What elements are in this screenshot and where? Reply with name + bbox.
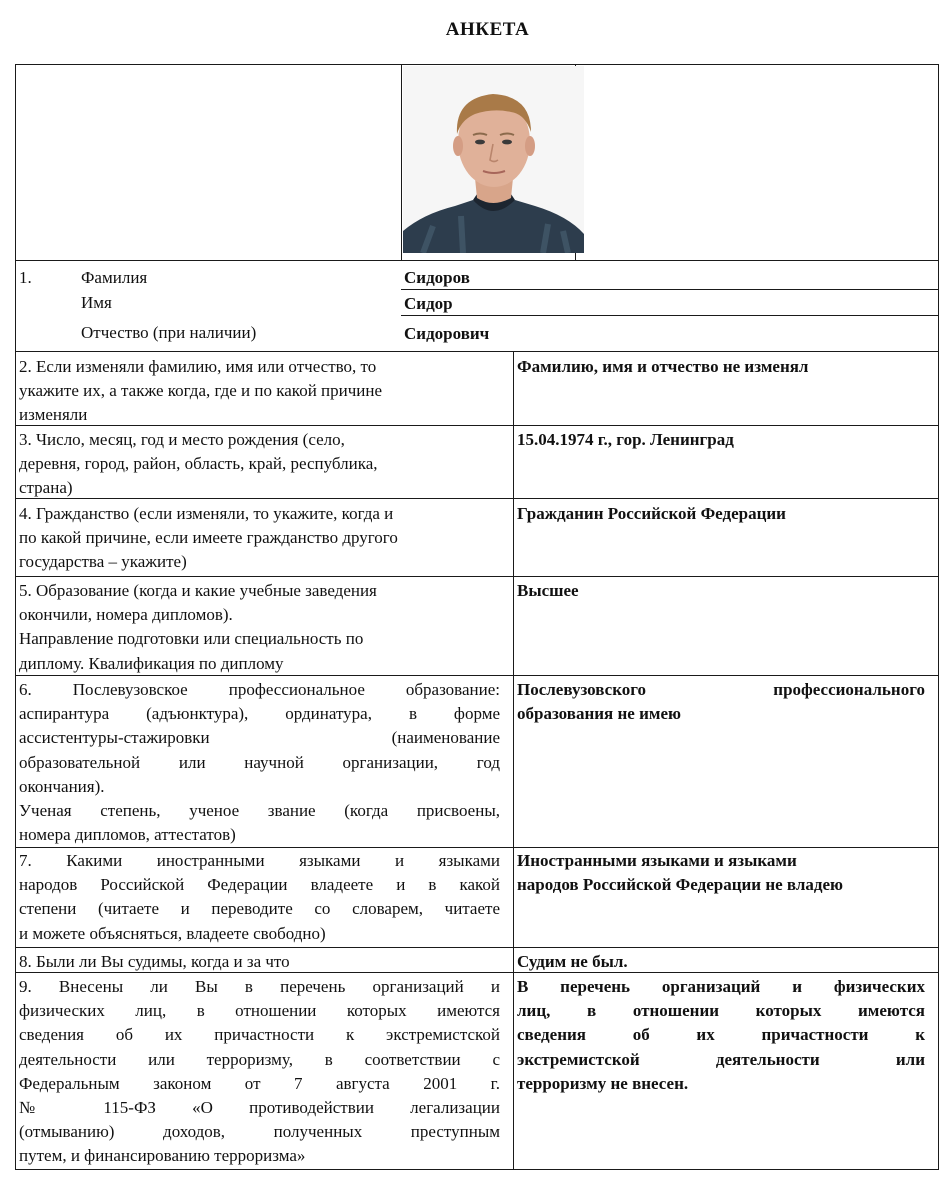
- answer-line: Послевузовского профессионального: [517, 680, 925, 699]
- answer-7: [517, 849, 925, 897]
- applicant-photo: [403, 66, 584, 253]
- question-line: Направление подготовки или специальность по: [19, 629, 364, 649]
- question-line: 6. Послевузовское профессиональное образование:: [19, 680, 500, 699]
- person-portrait-image: [403, 66, 584, 253]
- answer-3: [517, 428, 925, 452]
- answer-line: Высшее: [517, 581, 579, 600]
- question-line: по какой причине, если имеете гражданство другого: [19, 528, 398, 548]
- answer-line: сведения об их причастности к: [517, 1025, 925, 1045]
- question-3: [19, 428, 500, 501]
- answer-line: 15.04.1974 г., гор. Ленинград: [517, 430, 734, 449]
- page-title: АНКЕТА: [445, 19, 530, 40]
- answer-line: Фамилию, имя и отчество не изменял: [517, 357, 809, 376]
- question-line: укажите их, а также когда, где и по какой причине: [19, 381, 383, 401]
- question-line: номера дипломов, аттестатов): [19, 825, 236, 845]
- question-2: [19, 355, 500, 428]
- question-line: путем, и финансированию терроризма»: [19, 1146, 306, 1166]
- name-value: Сидор: [404, 294, 453, 313]
- patronymic-label: Отчество (при наличии): [81, 323, 257, 342]
- section1-number: 1.: [19, 268, 32, 287]
- question-line: и можете объясняться, владеете свободно): [19, 923, 326, 943]
- question-line: народов Российской Федерации владеете и в какой: [19, 875, 500, 895]
- answer-line: Иностранными языками и языками: [517, 851, 797, 870]
- question-line: 5. Образование (когда и какие учебные заведения: [19, 581, 377, 600]
- question-line: 2. Если изменяли фамилию, имя или отчество, то: [19, 357, 377, 376]
- answer-line: образования не имею: [517, 704, 681, 724]
- row-divider: [15, 947, 939, 948]
- question-5: [19, 579, 500, 676]
- row-divider: [15, 351, 939, 352]
- question-line: 3. Число, месяц, год и место рождения (село,: [19, 430, 345, 449]
- name-label: Имя: [81, 293, 112, 312]
- question-line: образовательной или научной организации, год: [19, 752, 500, 772]
- question-line: Федеральным законом от 7 августа 2001 г.: [19, 1073, 500, 1093]
- question-line: окончили, номера дипломов).: [19, 605, 233, 625]
- answer-line: экстремистской деятельности или: [517, 1049, 925, 1069]
- question-line: окончания).: [19, 776, 105, 796]
- name-underline: [401, 315, 939, 316]
- question-line: ассистентуры-стажировки (наименование: [19, 728, 500, 748]
- patronymic-value: Сидорович: [404, 324, 490, 343]
- question-line: 7. Какими иностранными языками и языками: [19, 851, 500, 870]
- surname-underline: [401, 289, 939, 290]
- surname-label: Фамилия: [81, 268, 148, 287]
- surname-value: Сидоров: [404, 268, 470, 287]
- question-line: деятельности или терроризму, в соответствии с: [19, 1049, 500, 1069]
- question-line: государства – укажите): [19, 552, 187, 572]
- question-line: степени (читаете и переводите со словарем, читаете: [19, 899, 500, 919]
- answer-line: Судим не был.: [517, 952, 628, 971]
- answer-line: Гражданин Российской Федерации: [517, 504, 786, 523]
- question-line: 9. Внесены ли Вы в перечень организаций и: [19, 977, 500, 996]
- question-line: физических лиц, в отношении которых имеются: [19, 1001, 500, 1021]
- answer-5: [517, 579, 925, 603]
- row-divider: [15, 260, 939, 261]
- row-divider: [15, 576, 939, 577]
- question-line: 4. Гражданство (если изменяли, то укажите, когда и: [19, 504, 394, 523]
- answer-line: лиц, в отношении которых имеются: [517, 1001, 925, 1021]
- question-line: диплому. Квалификация по диплому: [19, 653, 284, 673]
- question-line: аспирантура (адъюнктура), ординатура, в форме: [19, 704, 500, 724]
- question-line: изменяли: [19, 405, 88, 425]
- answer-2: [517, 355, 925, 379]
- question-line: (отмыванию) доходов, полученных преступным: [19, 1122, 500, 1142]
- question-line: Ученая степень, ученое звание (когда присвоены,: [19, 801, 500, 821]
- question-line: № 115-ФЗ «О противодействии легализации: [19, 1098, 500, 1118]
- question-line: 8. Были ли Вы судимы, когда и за что: [19, 952, 290, 971]
- answer-8: [517, 950, 925, 974]
- question-line: сведения об их причастности к экстремистской: [19, 1025, 500, 1045]
- question-9: [19, 975, 500, 1169]
- photo-cell-left-border: [401, 64, 402, 260]
- answer-line: народов Российской Федерации не владею: [517, 875, 844, 895]
- column-divider: [513, 351, 514, 1170]
- question-4: [19, 502, 500, 575]
- answer-line: В перечень организаций и физических: [517, 977, 925, 996]
- question-line: страна): [19, 478, 73, 498]
- answer-4: [517, 502, 925, 526]
- answer-line: терроризму не внесен.: [517, 1073, 689, 1093]
- answer-6: [517, 678, 925, 726]
- answer-9: [517, 975, 925, 1096]
- question-line: деревня, город, район, область, край, республика,: [19, 454, 378, 474]
- question-8: [19, 950, 500, 974]
- question-7: [19, 849, 500, 946]
- question-6: [19, 678, 500, 847]
